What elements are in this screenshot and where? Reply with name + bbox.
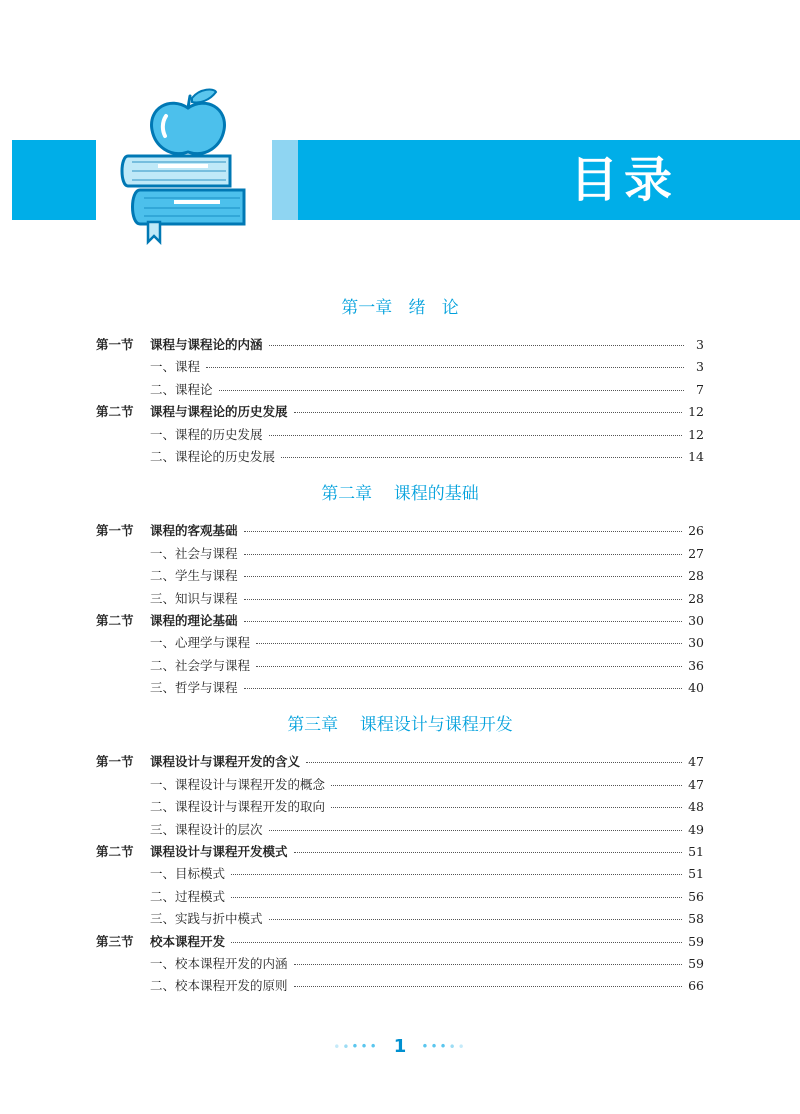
dot-leader [219,390,684,391]
dot-leader [256,643,682,644]
dot-leader [331,807,682,808]
apple-books-icon [118,86,258,246]
chapter-title: 第一章 绪 论 [341,298,459,318]
item-title: 三、实践与折中模式 [150,911,263,927]
dot-leader [244,576,683,577]
dot-leader [294,964,683,965]
toc-section-row[interactable] [96,751,704,773]
dot-leader [331,785,682,786]
item-title: 一、课程的历史发展 [150,426,263,442]
section-number: 第一节 [96,337,134,352]
item-title: 二、课程设计与课程开发的取向 [150,799,326,815]
page-number: 14 [688,448,704,464]
section-title: 课程与课程论的历史发展 [150,404,288,420]
item-title: 一、目标模式 [150,866,226,882]
toc-item-row[interactable] [96,655,704,677]
footer-dots-left: ••••• [333,1039,379,1054]
item-title: 二、课程论 [150,381,213,397]
toc-item-row[interactable] [96,819,704,841]
toc-item-row[interactable] [96,356,704,378]
toc-item-row[interactable] [96,379,704,401]
item-title: 一、校本课程开发的内涵 [150,955,288,971]
item-title: 三、知识与课程 [150,590,238,606]
dot-leader [231,897,682,898]
toc-item-row[interactable] [96,886,704,908]
toc-section-row[interactable] [96,610,704,632]
item-title: 二、过程模式 [150,888,226,904]
page-number: 28 [688,590,704,606]
page-number: 12 [688,404,704,420]
toc-item-row[interactable] [96,446,704,468]
chapter-title: 第二章 课程的基础 [321,484,479,505]
toc-item-row[interactable] [96,863,704,885]
chapter-title: 第三章 课程设计与课程开发 [287,715,513,736]
page-number: 30 [688,612,704,628]
section-number: 第二节 [96,844,134,860]
dot-leader [281,457,682,458]
dot-leader [244,531,683,532]
section-title: 课程设计与课程开发模式 [150,844,288,860]
footer-page-number: 1 [393,1036,407,1057]
banner-bar [298,140,800,220]
dot-leader [231,942,682,943]
page-number: 7 [696,381,704,397]
section-number: 第一节 [96,754,134,770]
section-title: 课程的理论基础 [150,612,238,628]
item-title: 一、社会与课程 [150,545,238,561]
footer-dots-right: ••••• [421,1039,467,1054]
page-number: 66 [688,978,704,994]
page-number: 40 [688,680,704,696]
toc-section-row[interactable] [96,401,704,423]
dot-leader [294,986,683,987]
dot-leader [244,599,683,600]
section-number: 第二节 [96,612,134,628]
toc-item-row[interactable] [96,565,704,587]
dot-leader [231,874,682,875]
page-number: 3 [696,359,704,375]
dot-leader [244,688,683,689]
section-title: 课程设计与课程开发的含义 [150,754,301,770]
dot-leader [244,554,683,555]
toc-item-row[interactable] [96,632,704,654]
toc-section-row[interactable] [96,841,704,863]
toc-section-row[interactable] [96,520,704,542]
section-title: 课程与课程论的内涵 [150,337,263,352]
dot-leader [269,919,683,920]
section-number: 第二节 [96,404,134,420]
toc-item-row[interactable] [96,543,704,565]
page-number: 59 [688,955,704,971]
toc-item-row[interactable] [96,677,704,699]
section-number: 第一节 [96,523,134,539]
banner-left-block [12,140,96,220]
item-title: 三、课程设计的层次 [150,821,263,837]
page-footer [0,1036,800,1057]
page-title: 目录 [570,152,679,208]
banner-stripe [272,140,298,220]
toc-item-row[interactable] [96,908,704,930]
toc-item-row[interactable] [96,796,704,818]
dot-leader [206,367,684,368]
dot-leader [269,830,683,831]
toc-item-row[interactable] [96,953,704,975]
section-title: 课程的客观基础 [150,523,238,539]
page-number: 36 [688,657,704,673]
toc-item-row[interactable] [96,424,704,446]
section-number: 第三节 [96,933,134,949]
page-number: 51 [688,844,704,860]
toc-section-row[interactable] [96,931,704,953]
page-number: 56 [688,888,704,904]
dot-leader [269,345,684,346]
page-number: 28 [688,568,704,584]
dot-leader [306,762,682,763]
item-title: 二、学生与课程 [150,568,238,584]
dot-leader [269,435,683,436]
dot-leader [256,666,682,667]
item-title: 三、哲学与课程 [150,680,238,696]
toc-item-row[interactable] [96,975,704,997]
page-number: 47 [688,754,704,770]
page-number: 51 [688,866,704,882]
page-number: 3 [696,337,704,352]
item-title: 二、校本课程开发的原则 [150,978,288,994]
toc-section-row[interactable] [96,334,704,356]
item-title: 一、课程 [150,359,201,375]
page-number: 27 [688,545,704,561]
table-of-contents [96,296,704,998]
page-number: 48 [688,799,704,815]
dot-leader [294,412,683,413]
page-number: 59 [688,933,704,949]
toc-item-row[interactable] [96,774,704,796]
page-number: 26 [688,523,704,539]
page-number: 30 [688,635,704,651]
dot-leader [244,621,683,622]
section-title: 校本课程开发 [150,933,226,949]
toc-item-row[interactable] [96,588,704,610]
item-title: 二、社会学与课程 [150,657,251,673]
dot-leader [294,852,683,853]
page-number: 47 [688,776,704,792]
page-number: 12 [688,426,704,442]
item-title: 二、课程论的历史发展 [150,448,276,464]
page-number: 49 [688,821,704,837]
item-title: 一、课程设计与课程开发的概念 [150,776,326,792]
item-title: 一、心理学与课程 [150,635,251,651]
page-number: 58 [688,911,704,927]
